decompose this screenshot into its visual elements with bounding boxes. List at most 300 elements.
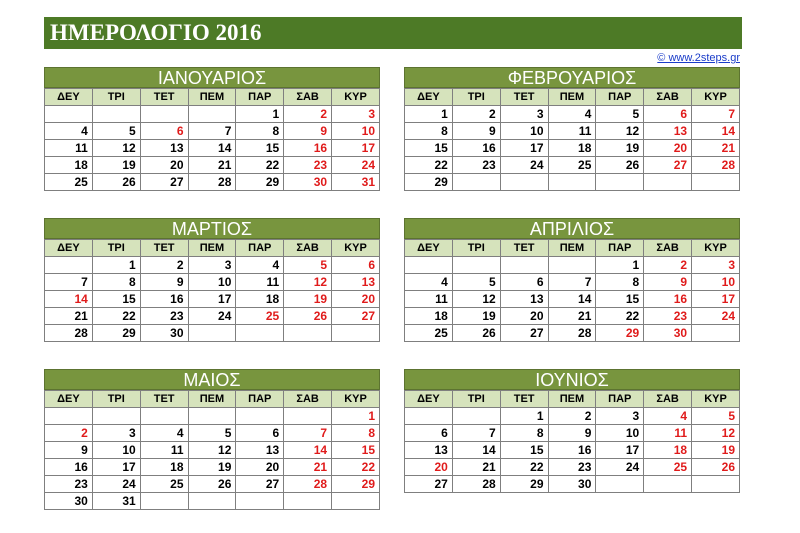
day-cell: 30 [548,476,596,493]
day-cell: 15 [500,442,548,459]
day-cell: 19 [452,308,500,325]
day-cell: 17 [332,140,380,157]
week-row [45,274,380,291]
day-cell: 10 [596,425,644,442]
weekday-header-row [45,89,380,106]
day-cell: 22 [596,308,644,325]
empty-cell [405,257,453,274]
weekday-header: ΣΑΒ [644,240,692,257]
day-cell: 25 [405,325,453,342]
weekday-header: ΠΕΜ [548,391,596,408]
day-cell: 24 [596,459,644,476]
week-row [405,140,740,157]
empty-cell [236,325,284,342]
month-name: ΜΑΡΤΙΟΣ [44,218,380,239]
day-cell: 11 [644,425,692,442]
day-cell: 9 [644,274,692,291]
empty-cell [188,106,236,123]
weekday-header: ΤΡΙ [92,391,140,408]
empty-cell [452,408,500,425]
empty-cell [45,257,93,274]
empty-cell [236,408,284,425]
day-cell: 9 [140,274,188,291]
empty-cell [92,408,140,425]
day-cell: 2 [140,257,188,274]
day-cell: 19 [596,140,644,157]
week-row [45,157,380,174]
weekday-header: ΔΕΥ [45,89,93,106]
day-cell: 20 [332,291,380,308]
month-name: ΙΟΥΝΙΟΣ [404,369,740,390]
week-row [405,459,740,476]
day-cell: 9 [45,442,93,459]
month-march [44,218,380,342]
week-row [405,274,740,291]
empty-cell [692,476,740,493]
day-cell: 19 [92,157,140,174]
day-cell: 23 [644,308,692,325]
day-cell: 24 [332,157,380,174]
day-cell: 18 [644,442,692,459]
day-cell: 10 [188,274,236,291]
day-cell: 28 [284,476,332,493]
week-row [405,123,740,140]
weekday-header: ΠΑΡ [596,89,644,106]
day-cell: 15 [405,140,453,157]
month-grid [44,390,380,510]
weekday-header: ΠΑΡ [596,240,644,257]
day-cell: 14 [548,291,596,308]
day-cell: 16 [452,140,500,157]
day-cell: 30 [140,325,188,342]
month-grid [404,390,740,493]
day-cell: 26 [188,476,236,493]
day-cell: 13 [500,291,548,308]
week-row [405,325,740,342]
weekday-header-row [405,89,740,106]
day-cell: 8 [596,274,644,291]
empty-cell [140,493,188,510]
empty-cell [284,325,332,342]
weekday-header: ΠΕΜ [548,240,596,257]
day-cell: 11 [405,291,453,308]
day-cell: 8 [405,123,453,140]
day-cell: 2 [284,106,332,123]
empty-cell [188,325,236,342]
day-cell: 23 [45,476,93,493]
day-cell: 12 [92,140,140,157]
month-name: ΑΠΡΙΛΙΟΣ [404,218,740,239]
week-row [45,325,380,342]
day-cell: 22 [405,157,453,174]
day-cell: 27 [644,157,692,174]
weekday-header: ΣΑΒ [644,89,692,106]
day-cell: 7 [188,123,236,140]
day-cell: 27 [140,174,188,191]
month-grid [44,239,380,342]
weekday-header: ΤΕΤ [500,391,548,408]
empty-cell [644,174,692,191]
weekday-header: ΣΑΒ [284,89,332,106]
month-grid [404,239,740,342]
weekday-header: ΠΑΡ [236,391,284,408]
day-cell: 9 [548,425,596,442]
day-cell: 14 [452,442,500,459]
day-cell: 14 [45,291,93,308]
day-cell: 16 [140,291,188,308]
day-cell: 3 [188,257,236,274]
empty-cell [452,257,500,274]
month-june [404,369,740,493]
day-cell: 21 [45,308,93,325]
week-row [405,257,740,274]
day-cell: 24 [692,308,740,325]
day-cell: 18 [548,140,596,157]
month-january [44,67,380,191]
day-cell: 27 [236,476,284,493]
day-cell: 7 [692,106,740,123]
day-cell: 14 [692,123,740,140]
day-cell: 8 [236,123,284,140]
day-cell: 14 [284,442,332,459]
month-grid [404,88,740,191]
month-february [404,67,740,191]
day-cell: 5 [452,274,500,291]
day-cell: 28 [692,157,740,174]
day-cell: 23 [140,308,188,325]
day-cell: 18 [405,308,453,325]
week-row [405,106,740,123]
empty-cell [692,174,740,191]
day-cell: 11 [236,274,284,291]
week-row [45,106,380,123]
week-row [45,308,380,325]
day-cell: 25 [548,157,596,174]
week-row [405,174,740,191]
day-cell: 19 [284,291,332,308]
week-row [45,493,380,510]
day-cell: 9 [452,123,500,140]
day-cell: 15 [332,442,380,459]
weekday-header: ΔΕΥ [405,391,453,408]
day-cell: 31 [92,493,140,510]
day-cell: 10 [692,274,740,291]
day-cell: 29 [332,476,380,493]
week-row [405,476,740,493]
day-cell: 4 [236,257,284,274]
weekday-header: ΣΑΒ [284,391,332,408]
week-row [45,257,380,274]
day-cell: 21 [692,140,740,157]
day-cell: 27 [405,476,453,493]
weekday-header: ΚΥΡ [332,240,380,257]
day-cell: 25 [140,476,188,493]
week-row [45,123,380,140]
weekday-header-row [45,240,380,257]
empty-cell [500,174,548,191]
day-cell: 8 [92,274,140,291]
day-cell: 24 [500,157,548,174]
weekday-header: ΚΥΡ [332,391,380,408]
weekday-header: ΠΑΡ [236,89,284,106]
day-cell: 3 [692,257,740,274]
weekday-header: ΠΕΜ [188,391,236,408]
weekday-header: ΠΕΜ [188,89,236,106]
day-cell: 24 [188,308,236,325]
day-cell: 13 [332,274,380,291]
day-cell: 7 [45,274,93,291]
week-row [45,291,380,308]
weekday-header: ΔΕΥ [405,89,453,106]
day-cell: 12 [452,291,500,308]
empty-cell [332,493,380,510]
credit-link[interactable]: © www.2steps.gr [657,52,740,64]
day-cell: 5 [596,106,644,123]
empty-cell [140,408,188,425]
weekday-header: ΤΡΙ [452,240,500,257]
day-cell: 4 [405,274,453,291]
day-cell: 8 [500,425,548,442]
day-cell: 5 [92,123,140,140]
weekday-header: ΤΡΙ [452,391,500,408]
day-cell: 1 [332,408,380,425]
day-cell: 18 [45,157,93,174]
day-cell: 13 [140,140,188,157]
empty-cell [45,408,93,425]
day-cell: 12 [692,425,740,442]
day-cell: 9 [284,123,332,140]
weekday-header-row [45,391,380,408]
empty-cell [284,493,332,510]
week-row [405,442,740,459]
weekday-header: ΣΑΒ [644,391,692,408]
day-cell: 1 [92,257,140,274]
day-cell: 20 [500,308,548,325]
day-cell: 27 [332,308,380,325]
day-cell: 26 [692,459,740,476]
day-cell: 22 [236,157,284,174]
day-cell: 17 [596,442,644,459]
weekday-header: ΤΕΤ [140,240,188,257]
day-cell: 8 [332,425,380,442]
day-cell: 12 [284,274,332,291]
day-cell: 16 [644,291,692,308]
day-cell: 22 [332,459,380,476]
weekday-header: ΔΕΥ [45,391,93,408]
weekday-header: ΣΑΒ [284,240,332,257]
day-cell: 30 [45,493,93,510]
day-cell: 2 [644,257,692,274]
day-cell: 20 [236,459,284,476]
day-cell: 28 [452,476,500,493]
day-cell: 16 [45,459,93,476]
weekday-header: ΤΡΙ [452,89,500,106]
day-cell: 29 [92,325,140,342]
day-cell: 28 [548,325,596,342]
empty-cell [188,408,236,425]
day-cell: 10 [332,123,380,140]
empty-cell [548,174,596,191]
week-row [405,291,740,308]
day-cell: 2 [548,408,596,425]
week-row [45,140,380,157]
day-cell: 26 [92,174,140,191]
weekday-header: ΤΕΤ [140,89,188,106]
day-cell: 3 [92,425,140,442]
day-cell: 1 [405,106,453,123]
day-cell: 7 [452,425,500,442]
day-cell: 17 [188,291,236,308]
week-row [45,476,380,493]
day-cell: 6 [405,425,453,442]
empty-cell [452,174,500,191]
month-april [404,218,740,342]
day-cell: 16 [548,442,596,459]
month-name: ΜΑΙΟΣ [44,369,380,390]
day-cell: 1 [596,257,644,274]
day-cell: 30 [284,174,332,191]
day-cell: 4 [140,425,188,442]
day-cell: 31 [332,174,380,191]
day-cell: 4 [644,408,692,425]
day-cell: 11 [548,123,596,140]
empty-cell [548,257,596,274]
week-row [405,308,740,325]
day-cell: 28 [45,325,93,342]
day-cell: 12 [188,442,236,459]
weekday-header-row [405,240,740,257]
weekday-header: ΚΥΡ [692,391,740,408]
day-cell: 13 [644,123,692,140]
day-cell: 18 [140,459,188,476]
day-cell: 6 [644,106,692,123]
empty-cell [692,325,740,342]
day-cell: 12 [596,123,644,140]
weekday-header: ΤΡΙ [92,89,140,106]
day-cell: 29 [405,174,453,191]
week-row [45,442,380,459]
weekday-header: ΠΕΜ [188,240,236,257]
day-cell: 20 [405,459,453,476]
empty-cell [596,174,644,191]
day-cell: 5 [692,408,740,425]
day-cell: 19 [692,442,740,459]
empty-cell [140,106,188,123]
empty-cell [332,325,380,342]
day-cell: 22 [500,459,548,476]
day-cell: 5 [188,425,236,442]
day-cell: 13 [405,442,453,459]
day-cell: 6 [500,274,548,291]
day-cell: 26 [452,325,500,342]
day-cell: 20 [140,157,188,174]
empty-cell [596,476,644,493]
day-cell: 2 [45,425,93,442]
day-cell: 11 [45,140,93,157]
day-cell: 23 [452,157,500,174]
day-cell: 15 [92,291,140,308]
day-cell: 5 [284,257,332,274]
day-cell: 21 [548,308,596,325]
day-cell: 26 [284,308,332,325]
day-cell: 28 [188,174,236,191]
weekday-header: ΤΕΤ [140,391,188,408]
weekday-header: ΠΑΡ [596,391,644,408]
day-cell: 1 [236,106,284,123]
day-cell: 7 [548,274,596,291]
empty-cell [284,408,332,425]
day-cell: 10 [92,442,140,459]
weekday-header-row [405,391,740,408]
day-cell: 29 [596,325,644,342]
empty-cell [644,476,692,493]
day-cell: 21 [284,459,332,476]
day-cell: 23 [284,157,332,174]
week-row [405,157,740,174]
weekday-header: ΔΕΥ [45,240,93,257]
month-name: ΦΕΒΡΟΥΑΡΙΟΣ [404,67,740,88]
day-cell: 17 [500,140,548,157]
weekday-header: ΤΕΤ [500,89,548,106]
month-name: ΙΑΝΟΥΑΡΙΟΣ [44,67,380,88]
day-cell: 6 [332,257,380,274]
day-cell: 1 [500,408,548,425]
day-cell: 6 [140,123,188,140]
day-cell: 11 [140,442,188,459]
day-cell: 4 [45,123,93,140]
day-cell: 23 [548,459,596,476]
day-cell: 15 [236,140,284,157]
weekday-header: ΠΕΜ [548,89,596,106]
day-cell: 16 [284,140,332,157]
day-cell: 3 [332,106,380,123]
weekday-header: ΔΕΥ [405,240,453,257]
day-cell: 27 [500,325,548,342]
week-row [45,459,380,476]
day-cell: 25 [45,174,93,191]
day-cell: 19 [188,459,236,476]
weekday-header: ΚΥΡ [332,89,380,106]
weekday-header: ΚΥΡ [692,240,740,257]
day-cell: 29 [236,174,284,191]
day-cell: 13 [236,442,284,459]
month-may [44,369,380,510]
weekday-header: ΚΥΡ [692,89,740,106]
day-cell: 3 [596,408,644,425]
week-row [45,425,380,442]
day-cell: 29 [500,476,548,493]
empty-cell [405,408,453,425]
day-cell: 17 [92,459,140,476]
day-cell: 24 [92,476,140,493]
day-cell: 7 [284,425,332,442]
day-cell: 25 [236,308,284,325]
day-cell: 15 [596,291,644,308]
empty-cell [188,493,236,510]
empty-cell [45,106,93,123]
weekday-header: ΤΡΙ [92,240,140,257]
week-row [45,408,380,425]
week-row [405,425,740,442]
day-cell: 21 [452,459,500,476]
day-cell: 10 [500,123,548,140]
weekday-header: ΠΑΡ [236,240,284,257]
day-cell: 25 [644,459,692,476]
week-row [45,174,380,191]
empty-cell [92,106,140,123]
day-cell: 17 [692,291,740,308]
day-cell: 22 [92,308,140,325]
